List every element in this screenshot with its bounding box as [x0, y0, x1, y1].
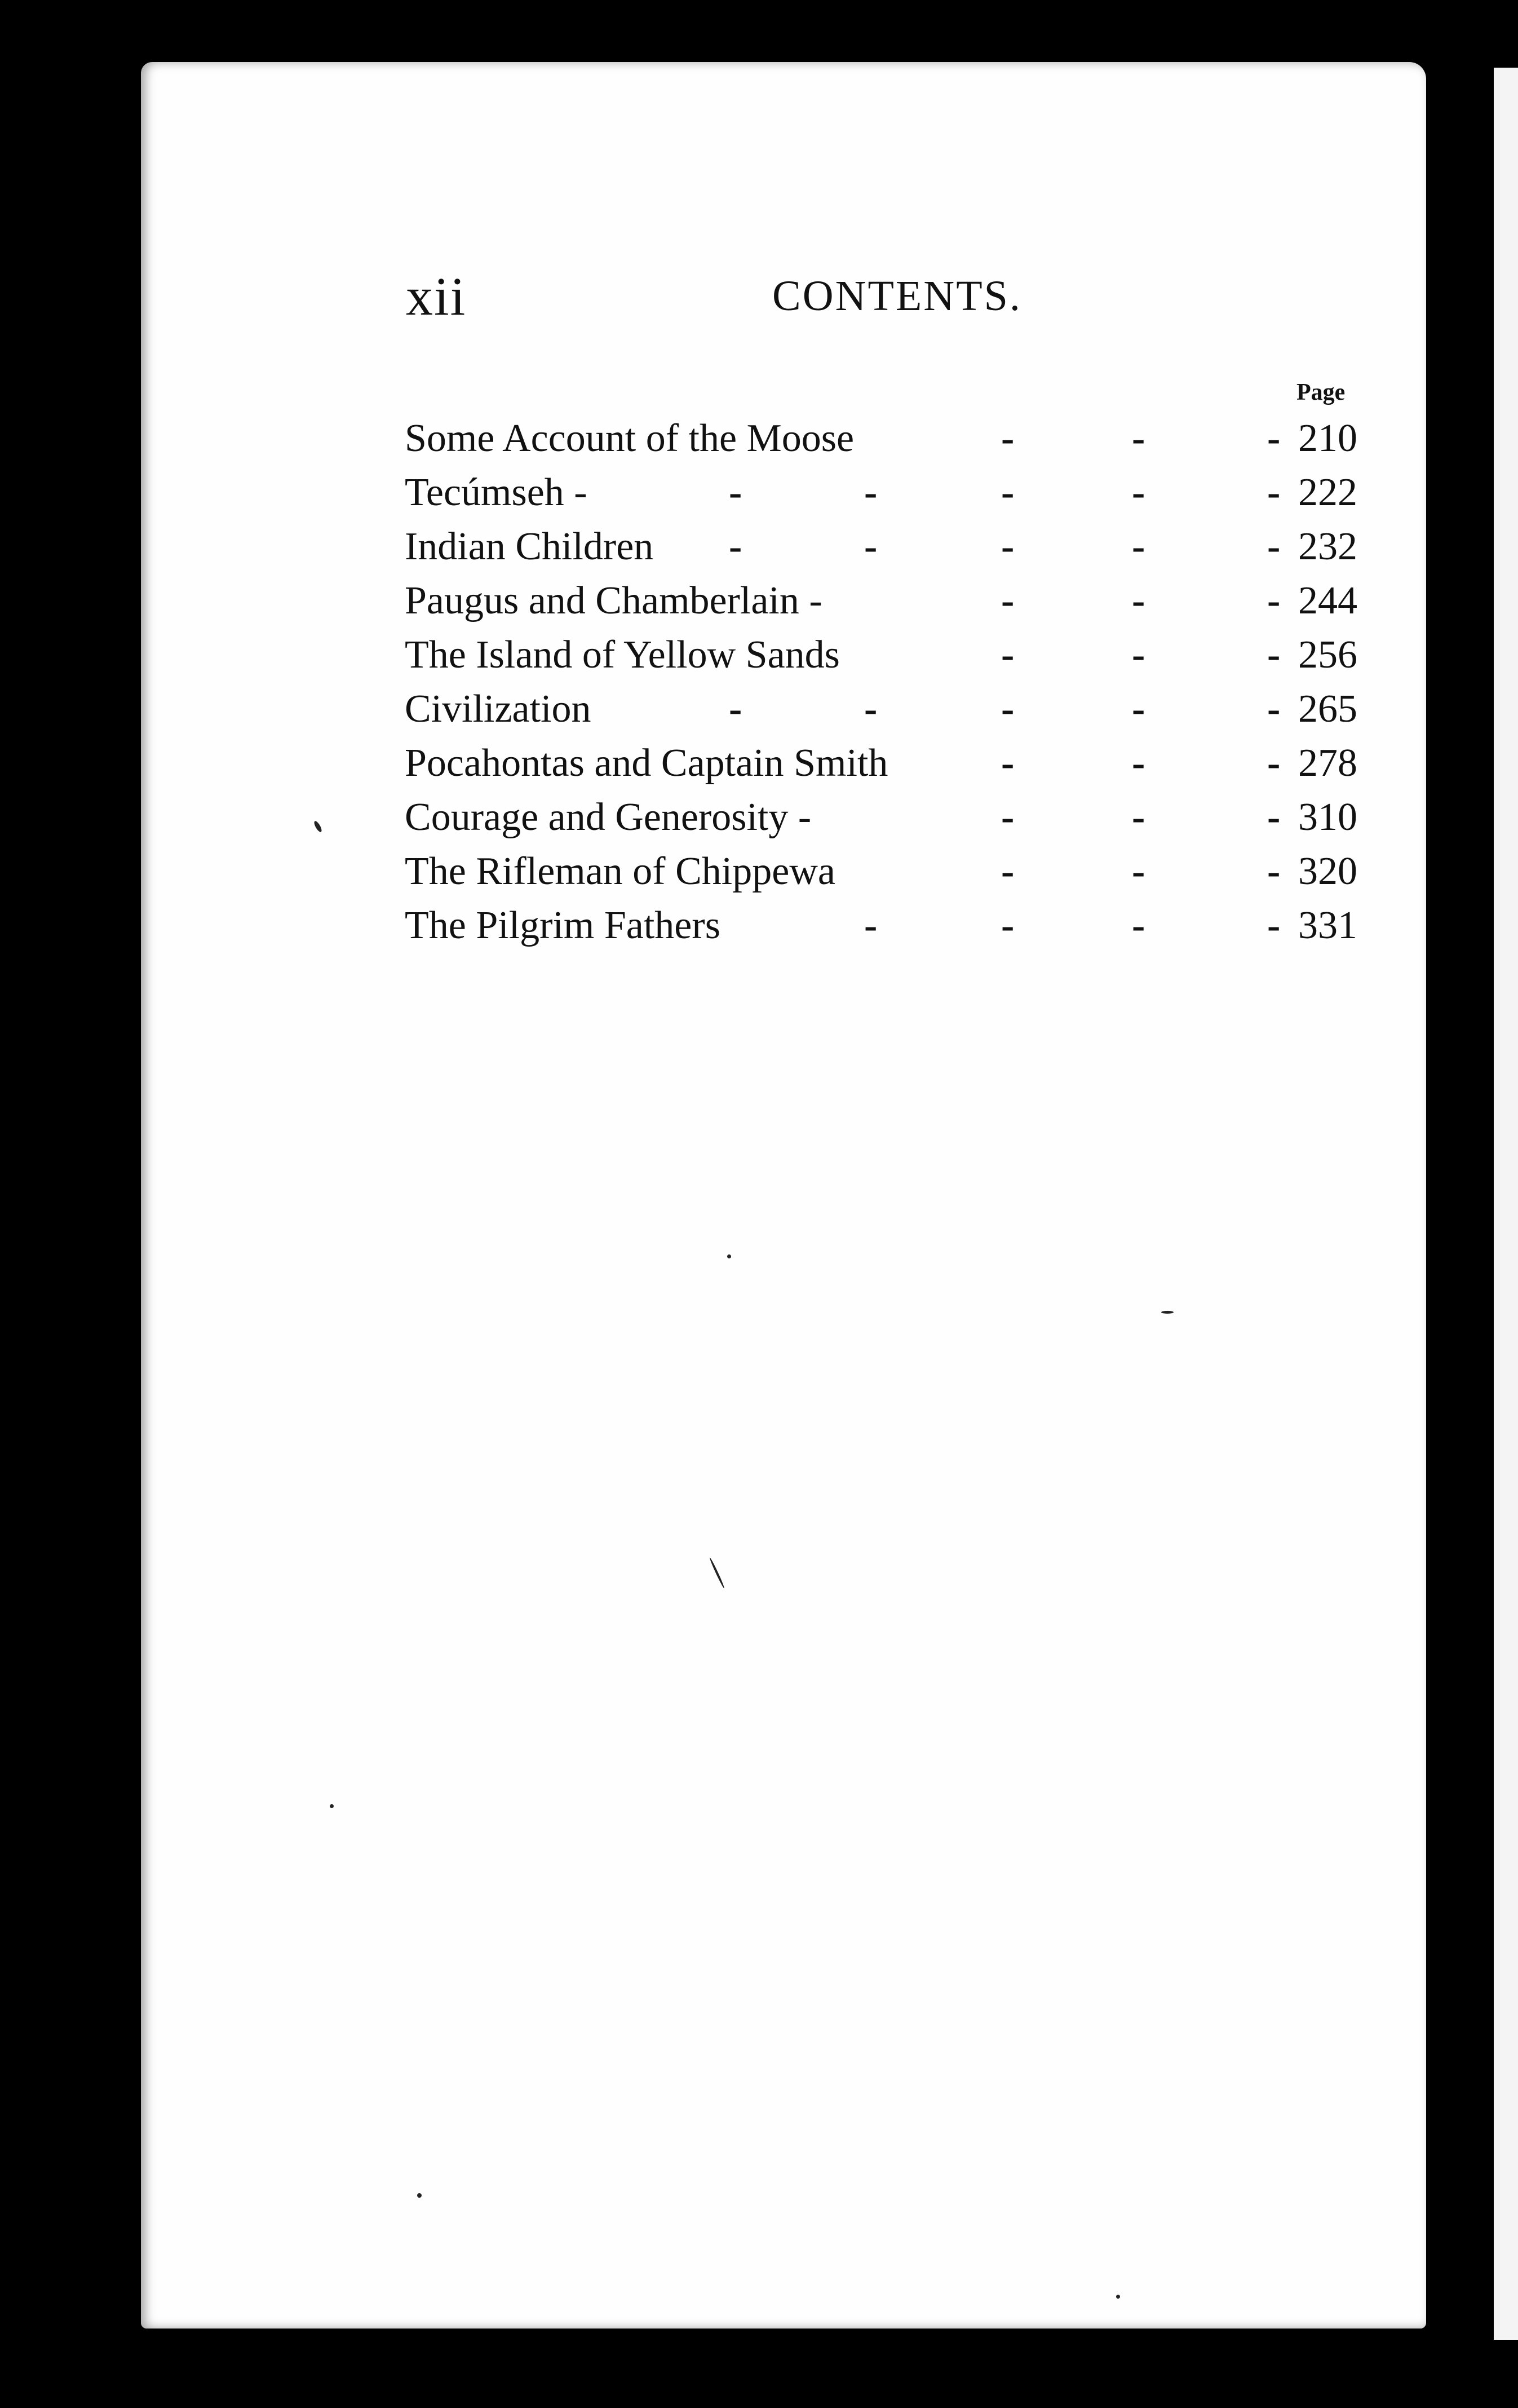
page-column-label: Page [1296, 379, 1346, 405]
toc-leader: - [1267, 471, 1281, 514]
toc-entry-title: Indian Children [405, 525, 654, 568]
toc-leader: - [1132, 579, 1145, 622]
toc-leader: - [1132, 687, 1145, 731]
toc-entry-title: The Pilgrim Fathers [405, 904, 720, 947]
toc-leader: - [1001, 850, 1015, 893]
toc-entry-title: Civilization [405, 687, 591, 731]
toc-leader: - [1132, 471, 1145, 514]
toc-entry-title: The Island of Yellow Sands [405, 633, 840, 677]
toc-entry-page: 244 [1298, 579, 1357, 622]
toc-entry-title: Tecúmseh - [405, 471, 587, 514]
toc-entry-title: Courage and Generosity - [405, 796, 812, 839]
toc-entry-title: The Rifleman of Chippewa [405, 850, 835, 893]
toc-leader: - [1267, 687, 1281, 731]
toc-leader: - [1001, 633, 1015, 677]
toc-entry-page: 256 [1298, 633, 1357, 677]
book-page [141, 62, 1426, 2329]
toc-leader: - [864, 471, 878, 514]
ink-speck [417, 2193, 422, 2198]
toc-leader: - [1001, 904, 1015, 947]
toc-leader: - [1132, 633, 1145, 677]
toc-entry-title: Pocahontas and Captain Smith [405, 741, 888, 785]
running-head: CONTENTS. [772, 272, 1022, 320]
toc-entry-page: 265 [1298, 687, 1357, 731]
page-folio: xii [406, 266, 467, 326]
ink-speck [330, 1804, 334, 1808]
toc-entry [405, 520, 1374, 574]
toc-entry [405, 682, 1374, 736]
toc-entry [405, 628, 1374, 682]
toc-entry-page: 210 [1298, 417, 1357, 460]
toc-leader: - [1132, 850, 1145, 893]
toc-leader: - [1001, 796, 1015, 839]
toc-leader: - [1267, 741, 1281, 785]
toc-leader: - [1267, 417, 1281, 460]
toc-entry [405, 899, 1374, 953]
toc-leader: - [1132, 904, 1145, 947]
toc-leader: - [1267, 525, 1281, 568]
toc-leader: - [1001, 417, 1015, 460]
toc-entry-page: 331 [1298, 904, 1357, 947]
toc-entry-page: 320 [1298, 850, 1357, 893]
toc-entry [405, 412, 1374, 466]
toc-leader: - [1001, 525, 1015, 568]
ink-speck [1116, 2295, 1120, 2299]
toc-leader: - [864, 525, 878, 568]
toc-entry [405, 790, 1374, 845]
toc-leader: - [864, 904, 878, 947]
toc-leader: - [864, 687, 878, 731]
toc-leader: - [729, 471, 742, 514]
contents-list [405, 412, 1374, 953]
toc-leader: - [729, 525, 742, 568]
toc-leader: - [1001, 741, 1015, 785]
toc-leader: - [1267, 796, 1281, 839]
toc-leader: - [1132, 741, 1145, 785]
toc-leader: - [1132, 525, 1145, 568]
toc-leader: - [1132, 417, 1145, 460]
toc-entry [405, 466, 1374, 520]
adjacent-page-edge [1494, 68, 1518, 2340]
toc-entry-page: 222 [1298, 471, 1357, 514]
toc-leader: - [1001, 471, 1015, 514]
toc-entry-page: 278 [1298, 741, 1357, 785]
toc-leader: - [1267, 633, 1281, 677]
toc-entry-title: Some Account of the Moose [405, 417, 855, 460]
toc-leader: - [1267, 850, 1281, 893]
toc-leader: - [1267, 904, 1281, 947]
ink-speck [1161, 1311, 1174, 1314]
toc-entry [405, 574, 1374, 628]
toc-entry-title: Paugus and Chamberlain - [405, 579, 822, 622]
toc-leader: - [1001, 687, 1015, 731]
toc-entry-page: 232 [1298, 525, 1357, 568]
toc-entry [405, 845, 1374, 899]
toc-leader: - [1267, 579, 1281, 622]
toc-leader: - [729, 687, 742, 731]
toc-entry [405, 736, 1374, 790]
ink-speck [727, 1254, 731, 1258]
toc-entry-page: 310 [1298, 796, 1357, 839]
toc-leader: - [1132, 796, 1145, 839]
toc-leader: - [1001, 579, 1015, 622]
